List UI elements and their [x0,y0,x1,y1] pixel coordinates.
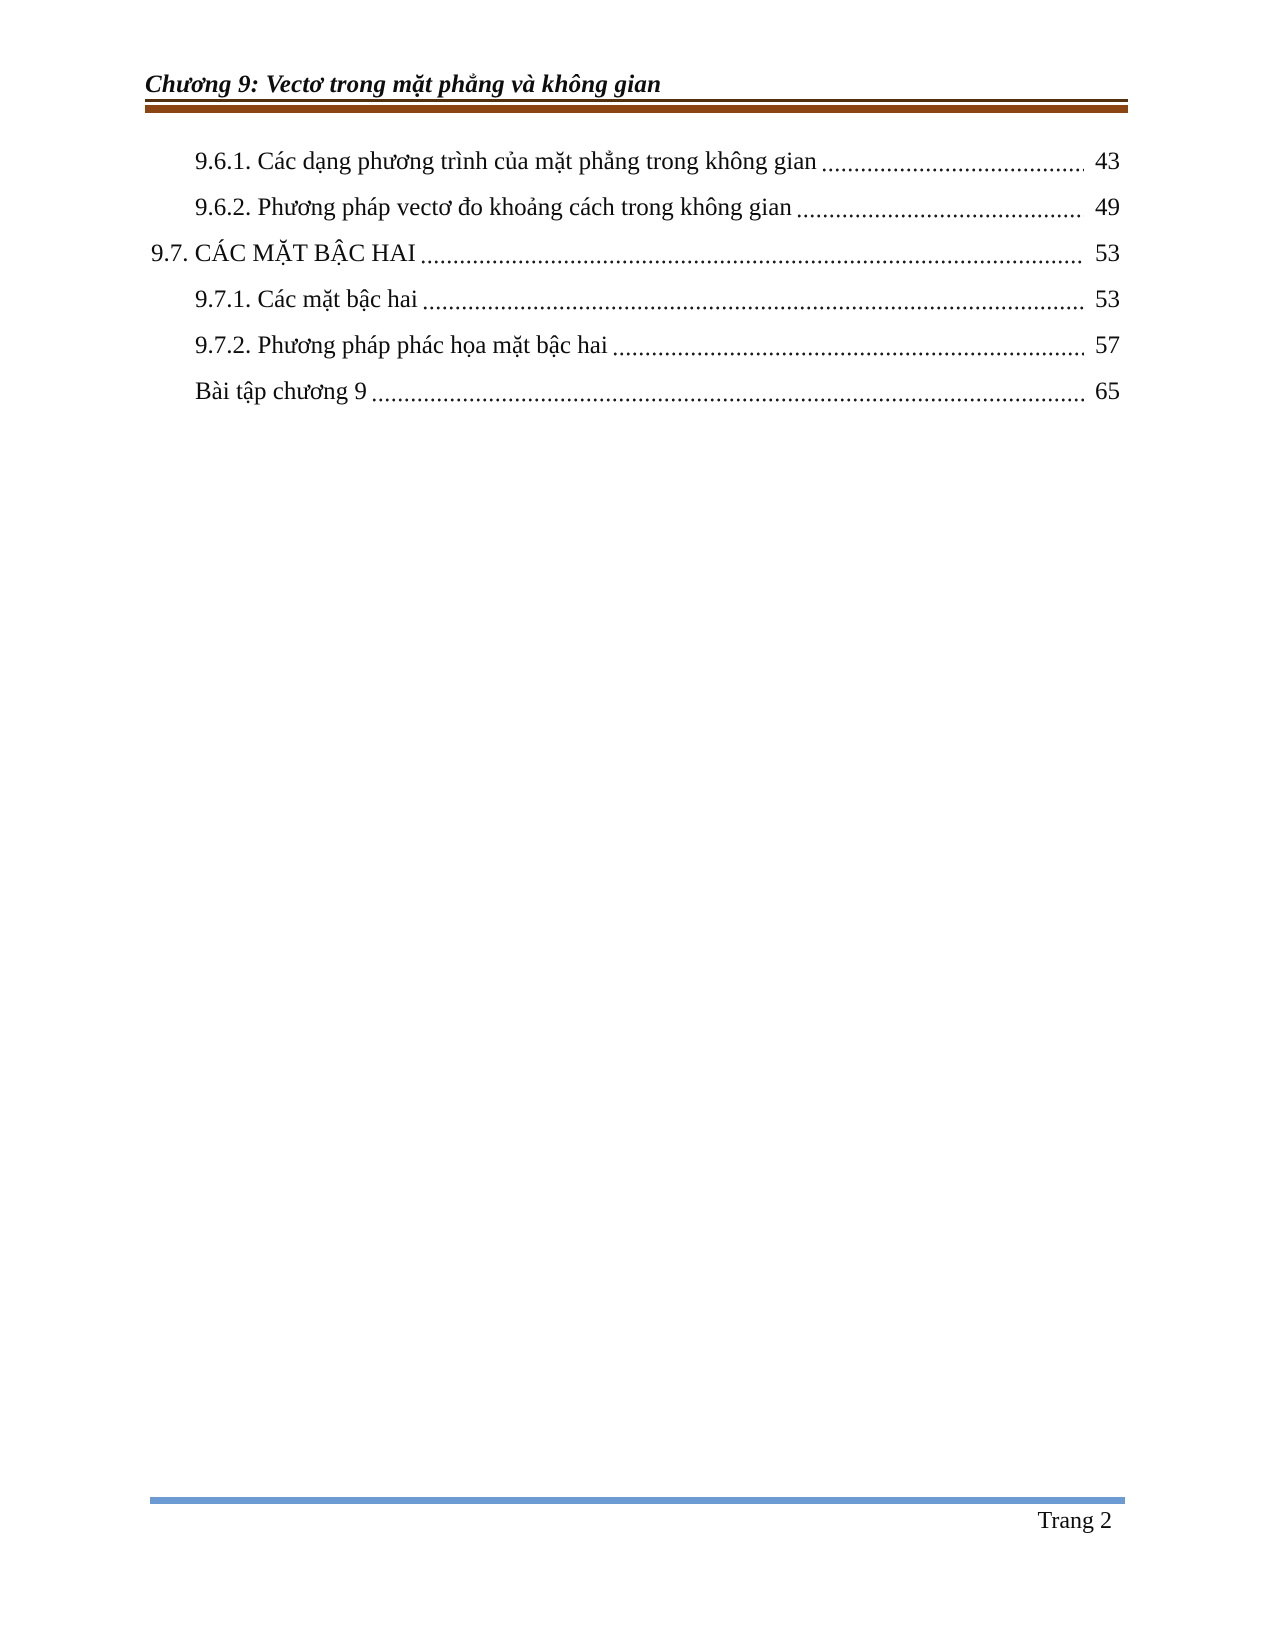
toc-leader-dots [371,369,1084,415]
toc-entry-label: 9.7. CÁC MẶT BẬC HAI [151,240,416,267]
toc-entry [145,277,1120,323]
toc-entry [145,185,1120,231]
toc-leader-dots [796,185,1084,231]
toc-entry-label: 9.6.2. Phương pháp vectơ đo khoảng cách trong không gian [195,194,792,221]
toc-entry-page-number: 65 [1095,378,1120,405]
header-rule-thick [145,105,1128,113]
toc-entry-page-number: 57 [1095,332,1120,359]
chapter-header-title: Chương 9: Vectơ trong mặt phẳng và không gian [145,71,662,98]
toc-entry-label: 9.7.2. Phương pháp phác họa mặt bậc hai [195,332,608,359]
toc-entry [145,231,1120,277]
toc-entry-page-number: 49 [1095,194,1120,221]
toc-entry-label: Bài tập chương 9 [195,378,367,405]
table-of-contents [145,139,1128,415]
toc-entry [145,369,1120,415]
toc-entry-page-number: 53 [1095,286,1120,313]
toc-leader-dots [821,139,1084,185]
toc-entry-label: 9.7.1. Các mặt bậc hai [195,286,418,313]
toc-leader-dots [612,323,1084,369]
header-rule-thin [145,99,1128,102]
footer-rule [150,1497,1125,1504]
toc-entry-page-number: 43 [1095,148,1120,175]
toc-entry-label: 9.6.1. Các dạng phương trình của mặt phẳng trong không gian [195,148,817,175]
toc-entry [145,323,1120,369]
toc-entry-page-number: 53 [1095,240,1120,267]
toc-leader-dots [422,277,1084,323]
toc-entry [145,139,1120,185]
toc-leader-dots [420,231,1084,277]
footer-page-label: Trang 2 [1037,1508,1112,1534]
